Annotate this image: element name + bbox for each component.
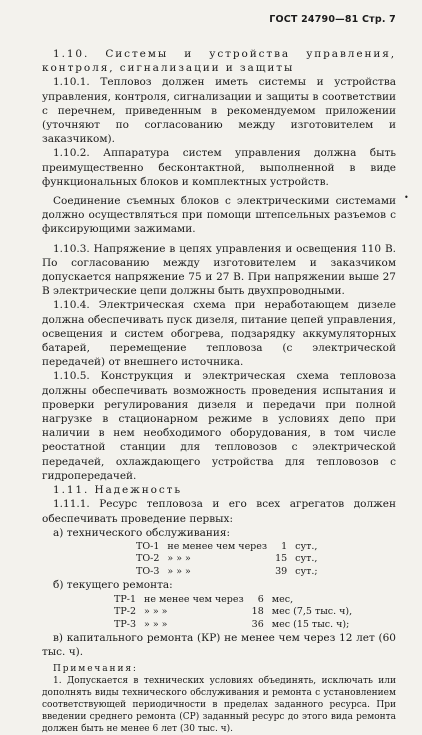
notes-title: Примечания: bbox=[53, 663, 138, 674]
section-1-11-title: 1.11. Надежность bbox=[53, 484, 182, 497]
tr-num: 18 bbox=[251, 606, 264, 618]
to-name: ТО-2 bbox=[136, 553, 160, 565]
item-a: а) технического обслуживания: bbox=[53, 526, 231, 539]
tr-unit: мес, bbox=[271, 593, 294, 605]
table-row bbox=[110, 619, 356, 632]
to-cond: » » » bbox=[167, 565, 191, 577]
to-num: 15 bbox=[275, 553, 288, 565]
tr-schedule-table bbox=[110, 594, 356, 632]
to-name: ТО-1 bbox=[136, 540, 160, 552]
document-body bbox=[42, 47, 396, 735]
clause-1-10-5: 1.10.5. Конструкция и электрическая схема тепловоза должны обеспечивать возможность проведения испытания и проверки регулирования дизеля и передачи при полной нагрузке в стационарном режиме в условиях депо при наличии в нем необходимого оборудования, в том числе реостатной станции для тепловозов с электрической передачей, охлаждающего устройства для тепловозов с гидропередачей. bbox=[42, 370, 396, 482]
clause-1-11-1: 1.11.1. Ресурс тепловоза и его всех агрегатов должен обеспечивать проведение первых: bbox=[42, 498, 396, 525]
note-1: 1. Допускается в технических условиях объединять, исключать или дополнять виды технического обслуживания и ремонта с установлением соответствующей периодичности в пределах заданного ресурса. При введении среднего ремонта (СР) заданный ресурс до этого вида ремонта должен быть не менее 6 лет (30 тыс. ч). bbox=[42, 675, 396, 734]
to-schedule-table bbox=[132, 541, 322, 579]
table-row bbox=[132, 541, 322, 554]
to-unit: сут., bbox=[295, 540, 318, 552]
margin-mark: • bbox=[404, 193, 409, 202]
to-name: ТО-3 bbox=[136, 565, 160, 577]
tr-unit: мес (15 тыс. ч); bbox=[271, 618, 350, 630]
tr-cond: не менее чем через bbox=[143, 593, 244, 605]
clause-1-10-4: 1.10.4. Электрическая схема при неработающем дизеле должна обеспечивать пуск дизеля, питание цепей управления, освещения и систем обогрева, подзарядку аккумуляторных батарей, перемещение тепловоза (с электрической передачей) от внешнего источника. bbox=[42, 299, 397, 369]
tr-cond: » » » bbox=[143, 618, 168, 630]
clause-1-10-2-para: Соединение съемных блоков с электрическими системами должно осуществляться при помощи штепсельных разъемов с фиксирующими зажимами. bbox=[42, 195, 396, 236]
table-row bbox=[132, 566, 322, 579]
tr-name: ТР-1 bbox=[114, 593, 136, 605]
table-row bbox=[110, 606, 356, 619]
section-1-10-title: 1.10. Системы и устройства управления, контроля, сигнализации и защиты bbox=[42, 48, 396, 75]
to-num: 39 bbox=[275, 565, 288, 577]
item-c: в) капитального ремонта (КР) не менее чем через 12 лет (60 тыс. ч). bbox=[42, 632, 396, 659]
tr-num: 6 bbox=[257, 593, 264, 605]
item-b: б) текущего ремонта: bbox=[53, 579, 173, 592]
tr-num: 36 bbox=[251, 618, 264, 630]
tr-name: ТР-3 bbox=[114, 618, 136, 630]
clause-1-10-3: 1.10.3. Напряжение в цепях управления и освещения 110 В. По согласованию между изготовителем и заказчиком допускается напряжение 75 и 27 В. При напряжении выше 27 В электрические цепи должны быть двухпроводными. bbox=[42, 242, 396, 298]
to-cond: » » » bbox=[167, 553, 191, 565]
tr-name: ТР-2 bbox=[114, 606, 136, 618]
to-unit: сут., bbox=[295, 553, 318, 565]
to-num: 1 bbox=[281, 540, 288, 552]
clause-1-10-1: 1.10.1. Тепловоз должен иметь системы и устройства управления, контроля, сигнализации и защиты в соответствии с перечнем, приведенным в рекомендуемом приложении (уточняют по согласованию между изготовителем и заказчиком). bbox=[42, 76, 396, 146]
notes-block bbox=[42, 663, 396, 735]
tr-unit: мес (7,5 тыс. ч), bbox=[271, 606, 353, 618]
table-row bbox=[110, 594, 356, 607]
page-header: ГОСТ 24790—81 Стр. 7 bbox=[269, 14, 396, 25]
table-row bbox=[132, 553, 322, 566]
to-cond: не менее чем через bbox=[167, 540, 268, 552]
tr-cond: » » » bbox=[143, 606, 168, 618]
clause-1-10-2: 1.10.2. Аппаратура систем управления должна быть преимущественно бесконтактной, выполненной в виде функциональных блоков и комплектных устройств. bbox=[42, 147, 396, 188]
to-unit: сут.; bbox=[295, 565, 318, 577]
